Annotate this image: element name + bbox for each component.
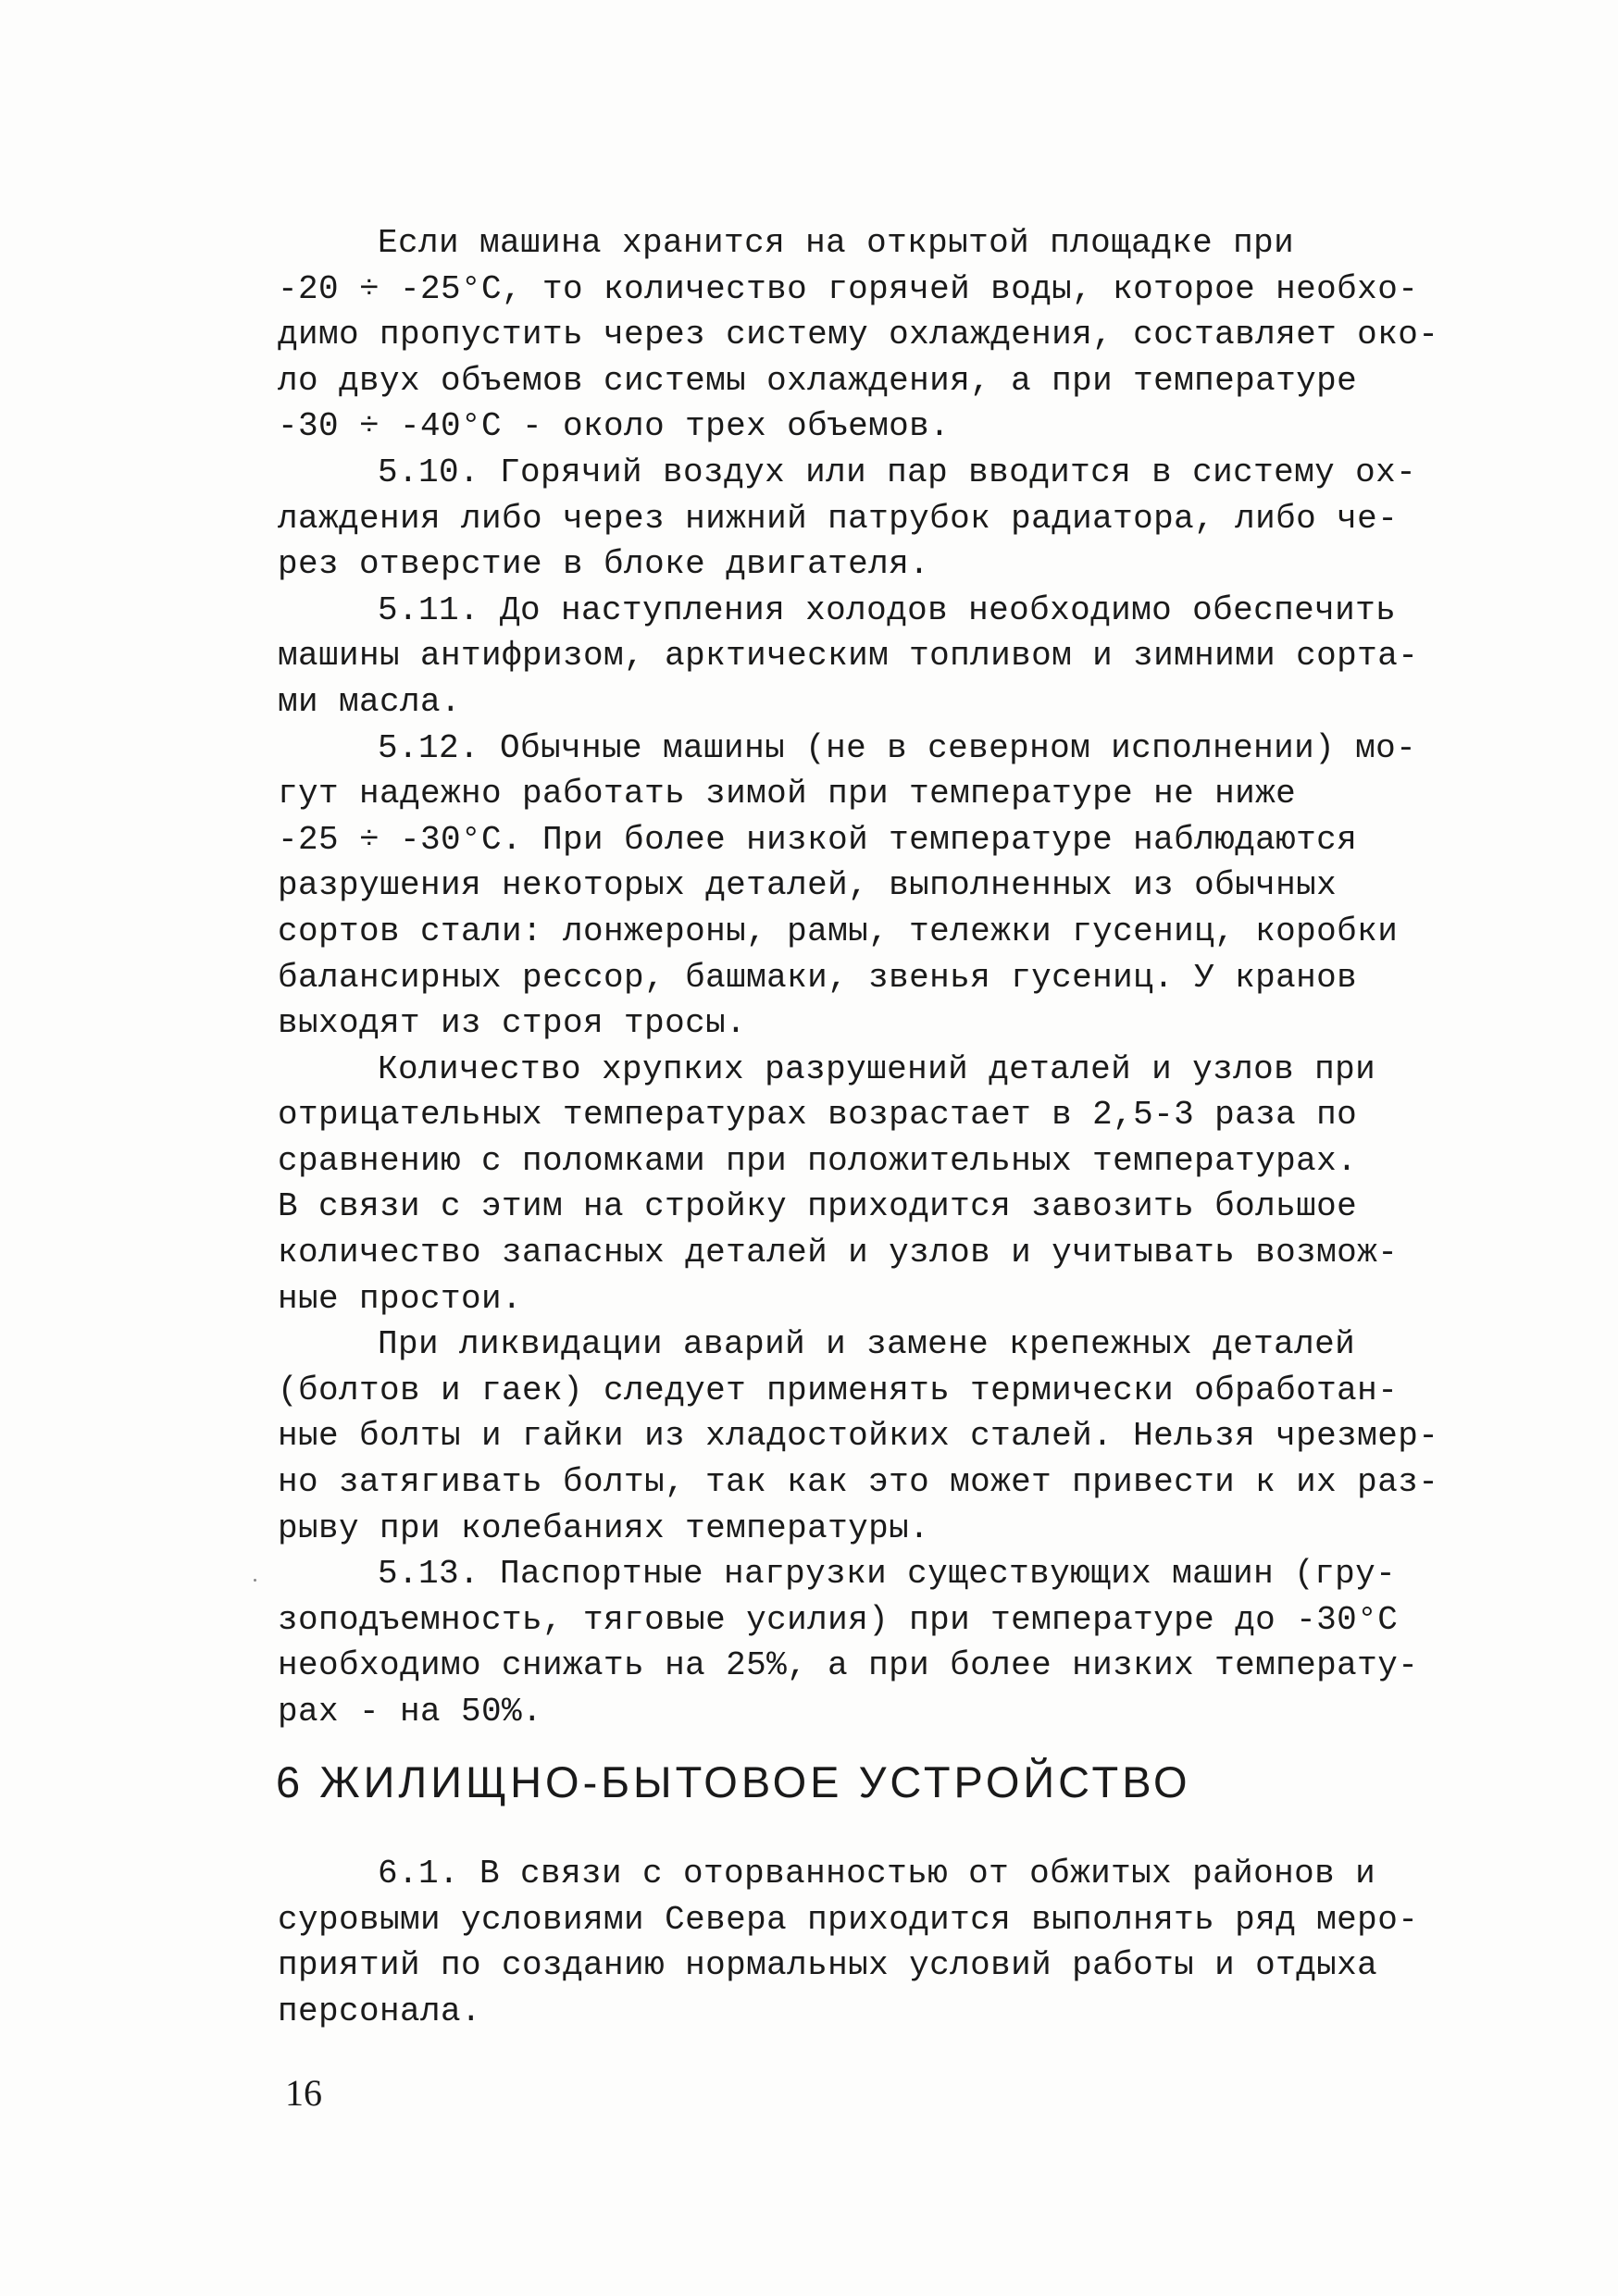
text-line: отрицательных температурах возрастает в 2,5-3 раза по — [278, 1096, 1358, 1135]
section-heading: 6 ЖИЛИЩНО-БЫТОВОЕ УСТРОЙСТВО — [276, 1757, 1191, 1806]
text-line: количество запасных деталей и узлов и учитывать возмож- — [278, 1234, 1399, 1272]
text-line: 5.13. Паспортные нагрузки существующих машин (гру- — [378, 1555, 1397, 1594]
text-line: В связи с этим на стройку приходится завозить большое — [278, 1187, 1358, 1226]
text-line: но затягивать болты, так как это может привести к их раз- — [278, 1463, 1439, 1502]
text-line: (болтов и гаек) следует применять термически обработан- — [278, 1371, 1399, 1409]
text-line: Количество хрупких разрушений деталей и узлов при — [378, 1049, 1376, 1088]
text-line: зоподъемность, тяговые усилия) при температуре до -30°С — [278, 1600, 1399, 1639]
text-line: рез отверстие в блоке двигателя. — [278, 545, 930, 584]
section-6-text — [278, 1851, 1419, 2034]
text-line: 5.10. Горячий воздух или пар вводится в систему ох- — [378, 453, 1417, 491]
text-line: балансирных рессор, башмаки, звенья гусениц. У кранов — [278, 958, 1358, 997]
text-line: димо пропустить через систему охлаждения, составляет око- — [278, 316, 1439, 354]
text-line: При ликвидации аварий и замене крепежных деталей — [378, 1325, 1356, 1364]
text-line: приятий по созданию нормальных условий работы и отдыха — [278, 1946, 1378, 1985]
text-line: -20 ÷ -25°С, то количество горячей воды, которое необхо- — [278, 269, 1419, 308]
text-line: рах - на 50%. — [278, 1693, 543, 1731]
text-line: ные простои. — [278, 1279, 523, 1318]
text-line: машины антифризом, арктическим топливом и зимними сорта- — [278, 637, 1419, 676]
text-line: ми масла. — [278, 682, 462, 721]
text-line: 6.1. В связи с оторванностью от обжитых районов и — [378, 1855, 1376, 1893]
text-line: -30 ÷ -40°С - около трех объемов. — [278, 407, 951, 446]
text-line: необходимо снижать на 25%, а при более низких температу- — [278, 1646, 1419, 1685]
text-line: -25 ÷ -30°С. При более низкой температуре наблюдаются — [278, 820, 1358, 859]
text-line: лаждения либо через нижний патрубок радиатора, либо че- — [278, 499, 1399, 538]
text-line: гут надежно работать зимой при температуре не ниже — [278, 775, 1297, 813]
text-line: 5.11. До наступления холодов необходимо обеспечить — [378, 590, 1397, 629]
text-line: Если машина хранится на открытой площадке при — [378, 224, 1295, 262]
text-line: ло двух объемов системы охлаждения, а при температуре — [278, 361, 1358, 400]
text-line: 5.12. Обычные машины (не в северном исполнении) мо- — [378, 728, 1417, 767]
text-line: суровыми условиями Севера приходится выполнять ряд меро- — [278, 1900, 1419, 1939]
scan-speck — [254, 1579, 256, 1582]
text-line: выходят из строя тросы. — [278, 1004, 747, 1043]
text-line: сравнению с поломками при положительных температурах. — [278, 1141, 1358, 1180]
text-line: сортов стали: лонжероны, рамы, тележки гусениц, коробки — [278, 912, 1399, 950]
text-line: разрушения некоторых деталей, выполненных из обычных — [278, 866, 1338, 905]
section-5-text — [278, 220, 1439, 1735]
text-line: рыву при колебаниях температуры. — [278, 1508, 930, 1547]
text-line: персонала. — [278, 1992, 482, 2030]
page-number: 16 — [285, 2072, 322, 2114]
text-line: ные болты и гайки из хладостойких сталей. Нельзя чрезмер- — [278, 1417, 1439, 1456]
